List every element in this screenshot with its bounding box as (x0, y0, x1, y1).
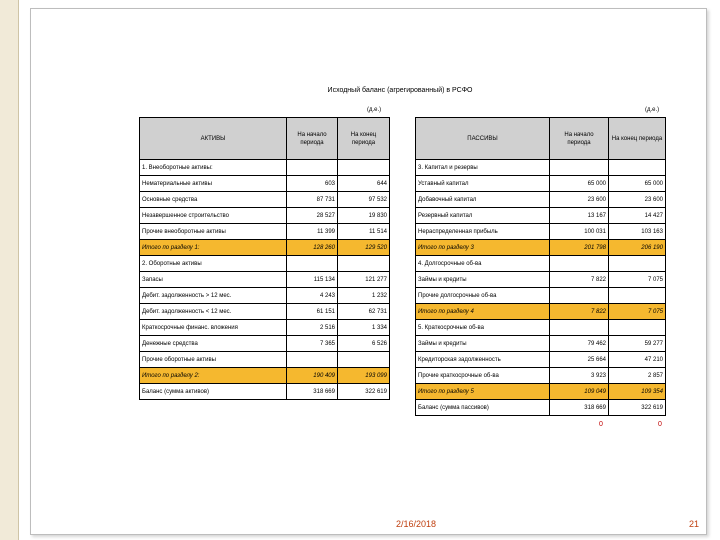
assets-cell-end: 322 619 (338, 384, 390, 400)
assets-cell-start (287, 352, 338, 368)
assets-cell-label: Баланс (сумма активов) (140, 384, 287, 400)
assets-row (140, 272, 390, 288)
liabilities-table (415, 117, 666, 416)
liabilities-cell-label: Резервный капитал (416, 208, 550, 224)
liabilities-row (416, 176, 666, 192)
assets-cell-label: Итого по разделу 1: (140, 240, 287, 256)
liabilities-cell-start: 79 462 (550, 336, 609, 352)
assets-cell-label: Краткосрочные финанс. вложения (140, 320, 287, 336)
liabilities-row (416, 160, 666, 176)
liabilities-row (416, 400, 666, 416)
liabilities-row (416, 352, 666, 368)
assets-cell-start: 318 669 (287, 384, 338, 400)
liabilities-row (416, 256, 666, 272)
assets-row (140, 304, 390, 320)
liabilities-cell-start: 13 167 (550, 208, 609, 224)
liabilities-row (416, 288, 666, 304)
liabilities-cell-label: 3. Капитал и резервы (416, 160, 550, 176)
assets-row (140, 208, 390, 224)
liabilities-cell-start: 109 049 (550, 384, 609, 400)
liabilities-cell-label: Прочие долгосрочные об-ва (416, 288, 550, 304)
liabilities-row (416, 384, 666, 400)
assets-cell-label: 1. Внеоборотные активы: (140, 160, 287, 176)
liabilities-cell-end: 65 000 (609, 176, 666, 192)
liabilities-cell-label: Баланс (сумма пассивов) (416, 400, 550, 416)
assets-cell-end (338, 160, 390, 176)
assets-cell-start: 11 399 (287, 224, 338, 240)
assets-cell-label: Дебит. задолженность < 12 мес. (140, 304, 287, 320)
assets-cell-end: 19 830 (338, 208, 390, 224)
unit-label-right: (д.е.) (645, 107, 660, 113)
assets-cell-label: 2. Оборотные активы (140, 256, 287, 272)
liabilities-cell-end: 7 075 (609, 304, 666, 320)
page-title: Исходный баланс (агрегированный) в РСФО (327, 87, 473, 94)
liabilities-cell-end: 7 075 (609, 272, 666, 288)
assets-cell-end (338, 256, 390, 272)
assets-cell-end: 129 520 (338, 240, 390, 256)
assets-row (140, 336, 390, 352)
liabilities-row (416, 192, 666, 208)
assets-cell-end: 62 731 (338, 304, 390, 320)
assets-cell-label: Запасы (140, 272, 287, 288)
assets-cell-start: 61 151 (287, 304, 338, 320)
liabilities-row (416, 304, 666, 320)
liabilities-cell-label: Кредиторская задолженность (416, 352, 550, 368)
liabilities-header-end: На конец периода (609, 118, 666, 160)
assets-row (140, 240, 390, 256)
liabilities-cell-end (609, 288, 666, 304)
liabilities-header-label: ПАССИВЫ (416, 118, 550, 160)
liabilities-header-row (416, 118, 666, 160)
assets-cell-label: Нематериальные активы (140, 176, 287, 192)
assets-row (140, 176, 390, 192)
liabilities-cell-end: 23 600 (609, 192, 666, 208)
footer-date: 2/16/2018 (396, 519, 437, 529)
assets-cell-start: 603 (287, 176, 338, 192)
liabilities-cell-start: 65 000 (550, 176, 609, 192)
assets-cell-start: 2 516 (287, 320, 338, 336)
liabilities-header-start: На начало периода (550, 118, 609, 160)
liabilities-row (416, 272, 666, 288)
assets-row (140, 160, 390, 176)
liabilities-cell-start (550, 160, 609, 176)
assets-header-label: АКТИВЫ (140, 118, 287, 160)
liabilities-cell-end (609, 256, 666, 272)
unit-label-left: (д.е.) (367, 107, 382, 113)
liabilities-cell-end: 59 277 (609, 336, 666, 352)
assets-cell-start (287, 256, 338, 272)
assets-cell-start: 4 243 (287, 288, 338, 304)
liabilities-cell-label: 5. Краткосрочные об-ва (416, 320, 550, 336)
assets-row (140, 352, 390, 368)
liabilities-cell-label: Прочие краткосрочные об-ва (416, 368, 550, 384)
liabilities-cell-end: 322 619 (609, 400, 666, 416)
assets-cell-end: 644 (338, 176, 390, 192)
assets-cell-end (338, 352, 390, 368)
liabilities-row (416, 208, 666, 224)
liabilities-cell-start: 3 923 (550, 368, 609, 384)
liabilities-cell-start (550, 320, 609, 336)
assets-cell-end: 121 277 (338, 272, 390, 288)
liabilities-cell-start: 25 664 (550, 352, 609, 368)
assets-cell-label: Прочие оборотные активы (140, 352, 287, 368)
assets-cell-start: 190 409 (287, 368, 338, 384)
assets-cell-label: Денежные средства (140, 336, 287, 352)
difference-start: 0 (599, 421, 603, 428)
footer-page-number: 21 (689, 519, 700, 529)
liabilities-row (416, 224, 666, 240)
liabilities-cell-end: 103 163 (609, 224, 666, 240)
liabilities-cell-end: 47 210 (609, 352, 666, 368)
assets-row (140, 384, 390, 400)
liabilities-cell-end: 206 190 (609, 240, 666, 256)
assets-cell-start (287, 160, 338, 176)
liabilities-cell-label: Итого по разделу 3 (416, 240, 550, 256)
assets-row (140, 224, 390, 240)
difference-end: 0 (658, 421, 662, 428)
liabilities-cell-start: 318 669 (550, 400, 609, 416)
assets-row (140, 288, 390, 304)
assets-cell-end: 193 099 (338, 368, 390, 384)
liabilities-cell-start: 201 798 (550, 240, 609, 256)
assets-cell-label: Прочие внеоборотные активы (140, 224, 287, 240)
liabilities-row (416, 320, 666, 336)
assets-row (140, 256, 390, 272)
liabilities-cell-start (550, 256, 609, 272)
liabilities-row (416, 240, 666, 256)
liabilities-cell-start: 23 600 (550, 192, 609, 208)
liabilities-cell-label: Добавочный капитал (416, 192, 550, 208)
assets-row (140, 368, 390, 384)
assets-cell-start: 28 527 (287, 208, 338, 224)
liabilities-cell-end: 14 427 (609, 208, 666, 224)
liabilities-cell-start: 7 822 (550, 304, 609, 320)
liabilities-cell-label: Займы и кредиты (416, 272, 550, 288)
liabilities-cell-label: Итого по разделу 4 (416, 304, 550, 320)
assets-cell-end: 11 514 (338, 224, 390, 240)
assets-cell-end: 1 232 (338, 288, 390, 304)
liabilities-cell-label: Уставный капитал (416, 176, 550, 192)
liabilities-cell-end (609, 320, 666, 336)
liabilities-cell-label: Нераспределенная прибыль (416, 224, 550, 240)
liabilities-cell-end (609, 160, 666, 176)
assets-cell-end: 6 526 (338, 336, 390, 352)
assets-cell-start: 128 260 (287, 240, 338, 256)
assets-cell-label: Основные средства (140, 192, 287, 208)
assets-row (140, 192, 390, 208)
assets-header-row (140, 118, 390, 160)
liabilities-row (416, 336, 666, 352)
assets-cell-end: 97 532 (338, 192, 390, 208)
assets-row (140, 320, 390, 336)
liabilities-cell-start: 100 031 (550, 224, 609, 240)
assets-header-start: На начало периода (287, 118, 338, 160)
left-decorative-bar (0, 0, 19, 540)
assets-cell-label: Дебит. задолженность > 12 мес. (140, 288, 287, 304)
assets-cell-label: Незавершенное строительство (140, 208, 287, 224)
assets-cell-start: 115 134 (287, 272, 338, 288)
assets-cell-start: 7 365 (287, 336, 338, 352)
liabilities-cell-end: 109 354 (609, 384, 666, 400)
liabilities-cell-label: Итого по разделу 5 (416, 384, 550, 400)
liabilities-cell-label: 4. Долгосрочные об-ва (416, 256, 550, 272)
liabilities-cell-label: Займы и кредиты (416, 336, 550, 352)
assets-header-end: На конец периода (338, 118, 390, 160)
liabilities-cell-end: 2 857 (609, 368, 666, 384)
assets-cell-end: 1 334 (338, 320, 390, 336)
liabilities-cell-start: 7 822 (550, 272, 609, 288)
liabilities-row (416, 368, 666, 384)
assets-table (139, 117, 390, 400)
assets-cell-label: Итого по разделу 2: (140, 368, 287, 384)
assets-cell-start: 87 731 (287, 192, 338, 208)
liabilities-cell-start (550, 288, 609, 304)
